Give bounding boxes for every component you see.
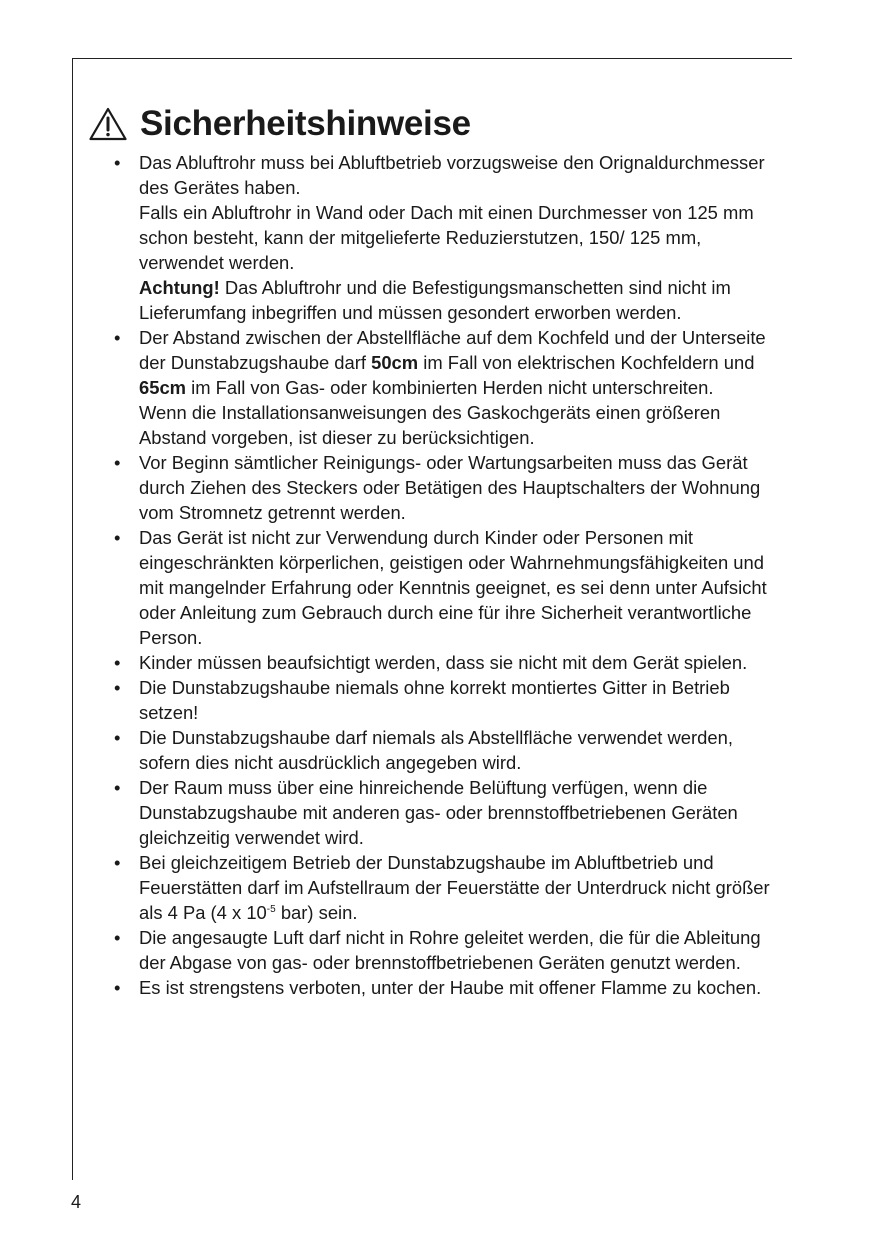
warning-label: Achtung! [139,277,220,298]
bullet: • [114,652,121,673]
bullet: • [114,777,121,798]
list-item [110,325,775,450]
item-text: Bei gleichzeitigem Betrieb der Dunstabzugshaube im Abluftbetrieb und Feuerstätten darf im Aufstellraum der Feuerstätte der Unterdruck nicht größer als 4 Pa (4 x $10^{-5}$ bar) sein. [139,852,770,923]
section-heading [88,104,471,144]
bullet: • [114,852,121,873]
item-text: Die Dunstabzugshaube niemals ohne korrekt montiertes Gitter in Betrieb setzen! [139,677,730,723]
warning-triangle-icon [88,106,128,142]
item-text: Die angesaugte Luft darf nicht in Rohre geleitet werden, die für die Ableitung der Abgase von gas- oder brennstoffbetriebenen Geräten genutzt werden. [139,927,761,973]
item-text: Wenn die Installationsanweisungen des Gaskochgeräts einen größeren Abstand vorgeben, ist dieser zu berücksichtigen. [139,402,721,448]
list-item [110,850,775,925]
item-text: Es ist strengstens verboten, unter der Haube mit offener Flamme zu kochen. [139,977,762,998]
list-item [110,525,775,650]
item-text: Falls ein Abluftrohr in Wand oder Dach mit einen Durchmesser von 125 mm schon besteht, kann der mitgelieferte Reduzierstutzen, 150/ 125 mm, verwendet werden. [139,202,754,273]
bullet: • [114,327,121,348]
item-text: Die Dunstabzugshaube darf niemals als Abstellfläche verwendet werden, sofern dies nicht ausdrücklich angegeben wird. [139,727,733,773]
bullet: • [114,927,121,948]
item-text: Das Abluftrohr muss bei Abluftbetrieb vorzugsweise den Orignaldurchmesser des Gerätes haben. [139,152,765,198]
list-item [110,725,775,775]
list-item [110,975,775,1000]
top-rule [72,58,792,59]
item-text: Der Abstand zwischen der Abstellfläche auf dem Kochfeld und der Unterseite der Dunstabzugshaube darf 50cm im Fall von elektrischen Kochfeldern und 65cm im Fall von Gas- oder kombinierten Herden nicht unterschreiten. [139,327,766,398]
list-item [110,775,775,850]
bullet: • [114,527,121,548]
item-text: Der Raum muss über eine hinreichende Belüftung verfügen, wenn die Dunstabzugshaube mit anderen gas- oder brennstoffbetriebenen Geräten gleichzeitig verwendet wird. [139,777,738,848]
item-text: Vor Beginn sämtlicher Reinigungs- oder Wartungsarbeiten muss das Gerät durch Ziehen des Steckers oder Betätigen des Hauptschalters der Wohnung vom Stromnetz getrennt werden. [139,452,761,523]
bullet: • [114,452,121,473]
safety-list [110,150,775,1000]
left-rule [72,58,73,1180]
bullet: • [114,152,121,173]
item-text: Achtung! Das Abluftrohr und die Befestigungsmanschetten sind nicht im Lieferumfang inbegriffen und müssen gesondert erworben werden. [139,277,731,323]
exponent: -5 [266,903,276,915]
list-item [110,150,775,325]
list-item [110,450,775,525]
bullet: • [114,977,121,998]
item-text: Das Gerät ist nicht zur Verwendung durch Kinder oder Personen mit eingeschränkten körperlichen, geistigen oder Wahrnehmungsfähigkeiten und mit mangelnder Erfahrung oder Kenntnis geeignet, es sei denn unter Aufsicht oder Anleitung zum Gebrauch durch eine für ihre Sicherheit verantwortliche Person. [139,527,767,648]
page-title: Sicherheitshinweise [140,104,471,143]
bullet: • [114,677,121,698]
page-number: 4 [71,1192,82,1212]
list-item [110,925,775,975]
item-text: Kinder müssen beaufsichtigt werden, dass sie nicht mit dem Gerät spielen. [139,652,748,673]
list-item [110,675,775,725]
bullet: • [114,727,121,748]
list-item [110,650,775,675]
